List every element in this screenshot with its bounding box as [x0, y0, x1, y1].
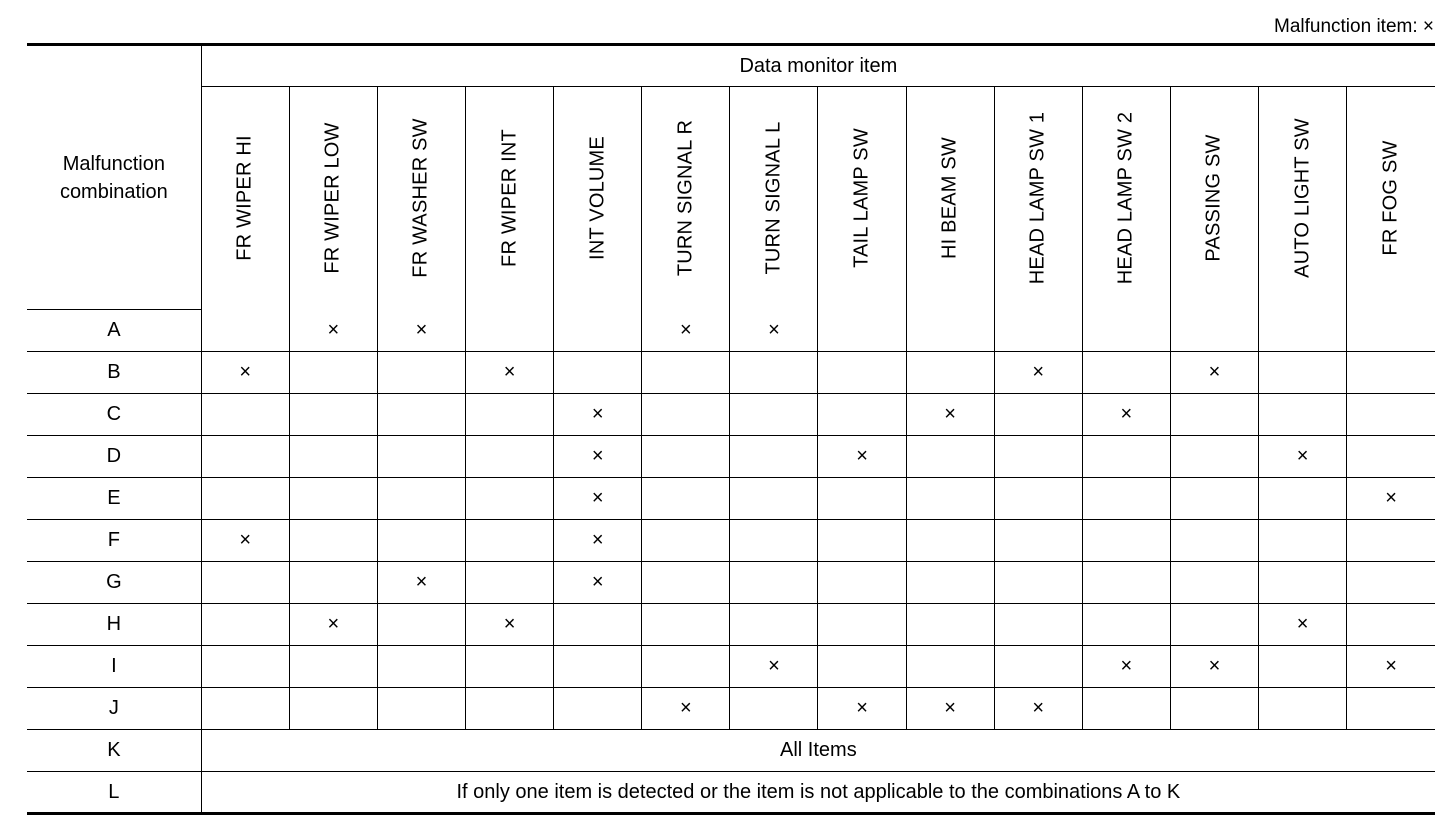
table-cell: [730, 352, 818, 394]
table-row: [27, 604, 1435, 646]
combination-label: J: [27, 688, 201, 730]
table-cell: [906, 646, 994, 688]
column-header-label: FR FOG SW: [1379, 140, 1402, 256]
table-cell: [466, 562, 554, 604]
table-cell: [642, 520, 730, 562]
malfunction-mark: ×: [327, 613, 340, 635]
malfunction-mark: ×: [1385, 487, 1397, 509]
malfunction-mark: ×: [944, 403, 956, 425]
corner-header: Malfunction combination: [27, 45, 201, 310]
table-cell: [289, 688, 377, 730]
column-header-label: HI BEAM SW: [938, 137, 961, 260]
header-row-group: [27, 45, 1435, 87]
table-cell: [201, 310, 289, 352]
combination-label: A: [27, 310, 201, 352]
column-header-label: INT VOLUME: [586, 136, 609, 261]
table-cell: [818, 436, 906, 478]
table-cell: [818, 646, 906, 688]
table-cell: [377, 688, 465, 730]
table-cell: [906, 478, 994, 520]
table-cell: [1259, 688, 1347, 730]
table-cell: [466, 520, 554, 562]
table-cell: [818, 310, 906, 352]
table-cell: [730, 436, 818, 478]
table-cell: [906, 436, 994, 478]
table-cell: [1347, 604, 1435, 646]
malfunction-mark: ×: [415, 571, 428, 593]
column-header: [554, 87, 642, 310]
column-header-label: FR WASHER SW: [409, 118, 432, 278]
table-row: [27, 688, 1435, 730]
table-cell: [554, 688, 642, 730]
table-cell: [201, 520, 289, 562]
column-header: [818, 87, 906, 310]
table-cell: [466, 478, 554, 520]
column-header: [730, 87, 818, 310]
table-cell: [1347, 478, 1435, 520]
table-cell: [1259, 394, 1347, 436]
combination-label: I: [27, 646, 201, 688]
table-cell: [1170, 352, 1258, 394]
column-header: [1170, 87, 1258, 310]
malfunction-mark: ×: [1120, 655, 1133, 677]
table-cell: [642, 478, 730, 520]
span-row-text: All Items: [201, 730, 1435, 772]
table-cell: [994, 646, 1082, 688]
table-cell: [466, 688, 554, 730]
table-cell: [642, 310, 730, 352]
table-cell: [377, 520, 465, 562]
table-cell: [201, 352, 289, 394]
malfunction-mark: ×: [1296, 613, 1309, 635]
table-cell: [289, 436, 377, 478]
table-cell: [554, 436, 642, 478]
table-cell: [642, 646, 730, 688]
malfunction-mark: ×: [856, 697, 868, 719]
table-row: [27, 310, 1435, 352]
table-cell: [906, 604, 994, 646]
table-cell: [1347, 394, 1435, 436]
combination-label: C: [27, 394, 201, 436]
table-cell: [466, 352, 554, 394]
table-cell: [730, 688, 818, 730]
table-row: [27, 436, 1435, 478]
table-cell: [994, 604, 1082, 646]
table-cell: [1170, 646, 1258, 688]
table-cell: [201, 646, 289, 688]
column-header-label: HEAD LAMP SW 2: [1114, 112, 1137, 285]
table-cell: [994, 478, 1082, 520]
malfunction-mark: ×: [503, 613, 516, 635]
table-cell: [377, 352, 465, 394]
table-row: [27, 352, 1435, 394]
table-cell: [1259, 646, 1347, 688]
table-cell: [994, 688, 1082, 730]
table-cell: [994, 520, 1082, 562]
table-cell: [818, 562, 906, 604]
table-cell: [906, 688, 994, 730]
table-cell: [994, 562, 1082, 604]
table-cell: [289, 310, 377, 352]
column-header-label: TAIL LAMP SW: [850, 128, 873, 269]
malfunction-mark: ×: [679, 697, 692, 719]
column-header: [642, 87, 730, 310]
combination-label: G: [27, 562, 201, 604]
table-cell: [1170, 562, 1258, 604]
table-cell: [994, 310, 1082, 352]
column-header: [994, 87, 1082, 310]
table-cell: [377, 394, 465, 436]
table-cell: [466, 394, 554, 436]
table-cell: [466, 646, 554, 688]
table-cell: [818, 352, 906, 394]
malfunction-mark: ×: [1032, 361, 1045, 383]
column-header: [466, 87, 554, 310]
table-cell: [201, 562, 289, 604]
malfunction-mark: ×: [1032, 697, 1045, 719]
malfunction-mark: ×: [679, 318, 692, 341]
table-cell: [1170, 478, 1258, 520]
column-header: [906, 87, 994, 310]
malfunction-mark: ×: [856, 445, 868, 467]
table-cell: [1082, 604, 1170, 646]
table-row: [27, 730, 1435, 772]
table-cell: [818, 478, 906, 520]
table-cell: [1082, 352, 1170, 394]
malfunction-mark: ×: [591, 403, 604, 425]
table-cell: [1082, 310, 1170, 352]
combination-label: B: [27, 352, 201, 394]
table-cell: [554, 520, 642, 562]
malfunction-mark: ×: [591, 445, 604, 467]
legend-note: Malfunction item: ×: [1274, 16, 1434, 37]
table-cell: [377, 604, 465, 646]
table-cell: [906, 520, 994, 562]
table-cell: [730, 478, 818, 520]
table-cell: [1259, 310, 1347, 352]
table-cell: [1082, 436, 1170, 478]
table-cell: [289, 646, 377, 688]
malfunction-combination-table: [27, 43, 1435, 815]
table-cell: [906, 394, 994, 436]
table-cell: [730, 394, 818, 436]
table-cell: [906, 562, 994, 604]
table-cell: [289, 352, 377, 394]
table-cell: [1347, 436, 1435, 478]
table-cell: [818, 520, 906, 562]
table-cell: [818, 688, 906, 730]
malfunction-mark: ×: [239, 529, 252, 551]
table-cell: [554, 646, 642, 688]
table-cell: [1259, 478, 1347, 520]
table-cell: [377, 562, 465, 604]
table-cell: [906, 352, 994, 394]
malfunction-mark: ×: [327, 318, 340, 341]
table-cell: [1170, 520, 1258, 562]
combination-label: E: [27, 478, 201, 520]
table-cell: [730, 562, 818, 604]
combination-label: H: [27, 604, 201, 646]
table-cell: [1259, 520, 1347, 562]
table-cell: [1347, 310, 1435, 352]
table-cell: [201, 394, 289, 436]
column-header-label: TURN SIGNAL R: [674, 120, 697, 277]
table-cell: [289, 394, 377, 436]
table-cell: [554, 310, 642, 352]
table-cell: [1170, 436, 1258, 478]
malfunction-mark: ×: [1296, 445, 1309, 467]
table-cell: [201, 688, 289, 730]
table-cell: [642, 604, 730, 646]
table-cell: [377, 646, 465, 688]
malfunction-mark: ×: [591, 571, 604, 593]
malfunction-mark: ×: [1120, 403, 1133, 425]
table-cell: [289, 520, 377, 562]
table-row: [27, 562, 1435, 604]
table-cell: [730, 646, 818, 688]
header-row-columns: [27, 87, 1435, 310]
malfunction-mark: ×: [591, 529, 604, 551]
span-row-text: If only one item is detected or the item is not applicable to the combinations A to K: [201, 772, 1435, 814]
table-cell: [1170, 394, 1258, 436]
combination-label: K: [27, 730, 201, 772]
table-cell: [1347, 646, 1435, 688]
table-cell: [1259, 436, 1347, 478]
table-cell: [201, 436, 289, 478]
table-cell: [1082, 646, 1170, 688]
table-cell: [818, 394, 906, 436]
table-cell: [1259, 352, 1347, 394]
table-cell: [554, 478, 642, 520]
table-cell: [818, 604, 906, 646]
table-cell: [1082, 562, 1170, 604]
table-cell: [289, 478, 377, 520]
column-header-label: TURN SIGNAL L: [762, 121, 785, 275]
table-row: [27, 646, 1435, 688]
table-cell: [1082, 688, 1170, 730]
malfunction-mark: ×: [1385, 655, 1397, 677]
malfunction-mark: ×: [503, 361, 516, 383]
column-header: [289, 87, 377, 310]
column-header-label: HEAD LAMP SW 1: [1026, 112, 1049, 285]
table-cell: [1082, 394, 1170, 436]
table-cell: [201, 478, 289, 520]
table-cell: [1082, 478, 1170, 520]
table-cell: [554, 352, 642, 394]
table-cell: [642, 352, 730, 394]
table-cell: [994, 394, 1082, 436]
malfunction-mark: ×: [768, 318, 780, 341]
table-cell: [466, 436, 554, 478]
table-row: [27, 478, 1435, 520]
table-cell: [994, 352, 1082, 394]
table-cell: [466, 604, 554, 646]
table-cell: [1347, 562, 1435, 604]
table-cell: [642, 562, 730, 604]
table-cell: [554, 394, 642, 436]
table-cell: [1347, 352, 1435, 394]
column-header-label: AUTO LIGHT SW: [1291, 118, 1314, 279]
table-cell: [906, 310, 994, 352]
table-cell: [1170, 604, 1258, 646]
column-header: [1082, 87, 1170, 310]
combination-label: L: [27, 772, 201, 814]
table-row: [27, 520, 1435, 562]
malfunction-mark: ×: [415, 318, 428, 341]
table-cell: [730, 604, 818, 646]
table-cell: [466, 310, 554, 352]
combination-label: F: [27, 520, 201, 562]
table-cell: [642, 394, 730, 436]
column-header-label: FR WIPER LOW: [321, 122, 344, 274]
combination-label: D: [27, 436, 201, 478]
column-header: [201, 87, 289, 310]
column-header: [377, 87, 465, 310]
data-monitor-item-header: Data monitor item: [201, 45, 1435, 87]
column-header: [1347, 87, 1435, 310]
table-cell: [642, 688, 730, 730]
table-cell: [1259, 562, 1347, 604]
malfunction-mark: ×: [239, 361, 252, 383]
table-cell: [730, 520, 818, 562]
malfunction-mark: ×: [768, 655, 780, 677]
table-cell: [1170, 688, 1258, 730]
table-row: [27, 772, 1435, 814]
table-cell: [289, 562, 377, 604]
column-header: [1259, 87, 1347, 310]
table-row: [27, 394, 1435, 436]
table-cell: [554, 604, 642, 646]
table-cell: [1082, 520, 1170, 562]
table-cell: [994, 436, 1082, 478]
table-cell: [1170, 310, 1258, 352]
malfunction-mark: ×: [1208, 655, 1221, 677]
malfunction-mark: ×: [944, 697, 956, 719]
table-cell: [642, 436, 730, 478]
column-header-label: FR WIPER HI: [233, 135, 256, 262]
table-cell: [554, 562, 642, 604]
table-cell: [730, 310, 818, 352]
table-cell: [289, 604, 377, 646]
table-cell: [377, 310, 465, 352]
table-cell: [1259, 604, 1347, 646]
column-header-label: PASSING SW: [1202, 134, 1225, 262]
column-header-label: FR WIPER INT: [498, 129, 521, 268]
table-cell: [201, 604, 289, 646]
table-cell: [377, 436, 465, 478]
table-cell: [1347, 688, 1435, 730]
table-cell: [377, 478, 465, 520]
malfunction-mark: ×: [591, 487, 604, 509]
table-cell: [1347, 520, 1435, 562]
malfunction-mark: ×: [1208, 361, 1221, 383]
